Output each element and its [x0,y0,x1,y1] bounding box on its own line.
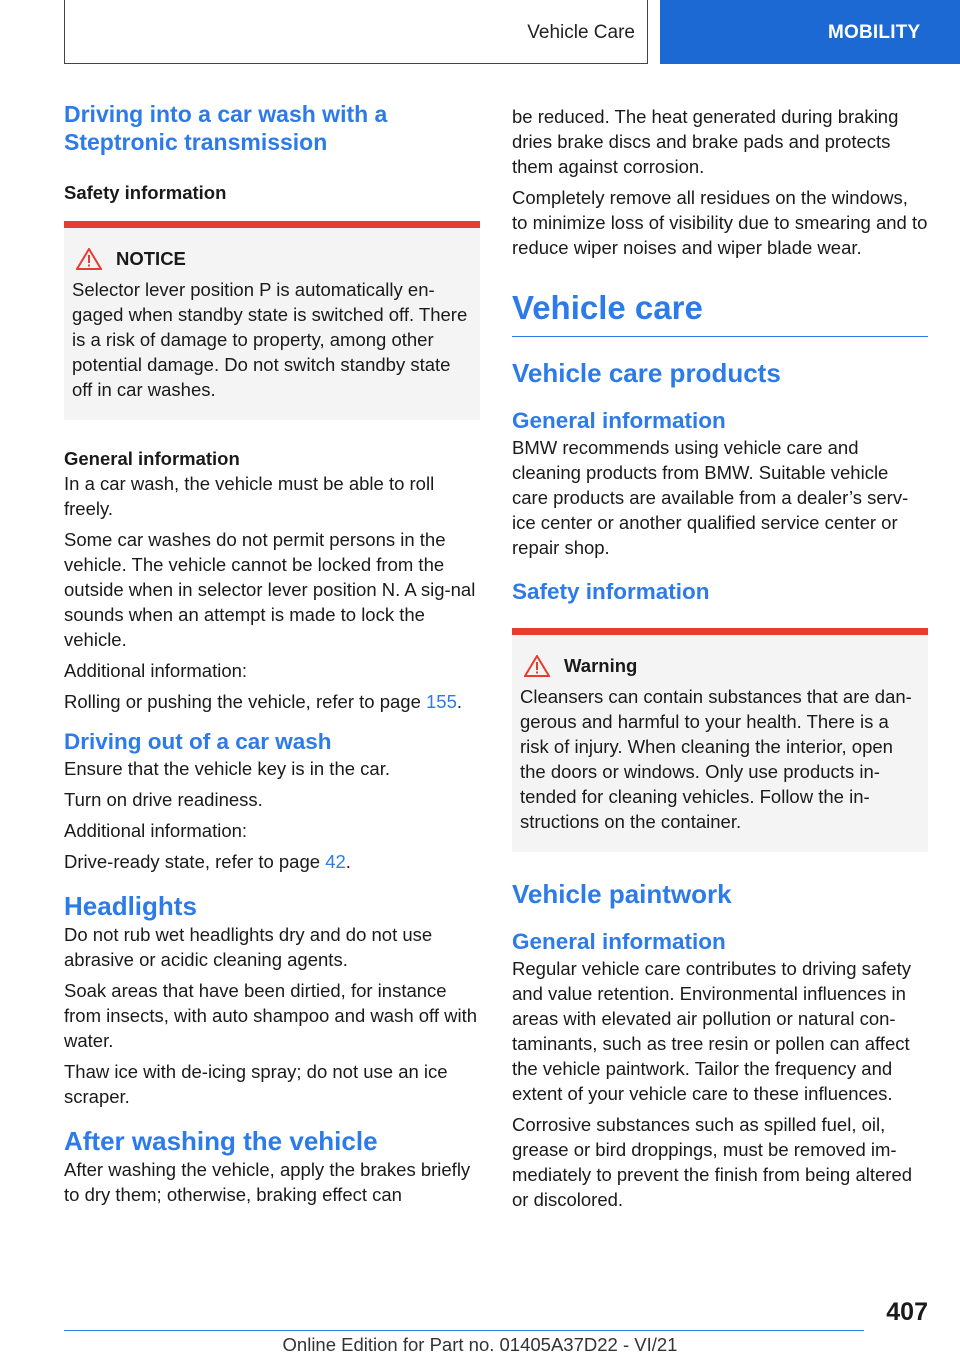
notice-box [64,221,480,420]
paragraph: In a car wash, the vehicle must be able to roll freely. [64,473,435,519]
heading-headlights: Headlights [64,891,197,921]
left-column [64,100,480,1213]
paragraph: Ensure that the vehicle key is in the car. [64,758,390,779]
paragraph: be reduced. The heat generated during braking dries brake discs and brake pads and protects them against corrosion. [512,106,899,177]
heading-vehicle-care: Vehicle care [512,288,928,337]
heading-car-wash-steptronic: Driving into a car wash with a Steptronic transmission [64,101,388,155]
paragraph: Turn on drive readiness. [64,789,263,810]
paragraph-text: Rolling or pushing the vehicle, refer to page [64,691,426,712]
heading-after-washing: After washing the vehicle [64,1126,378,1156]
paragraph: Additional information: [64,820,248,841]
paragraph: Do not rub wet headlights dry and do not use abrasive or acidic cleaning agents. [64,924,433,970]
notice-title-text: NOTICE [116,248,186,269]
warning-text: Cleansers can contain substances that are dan‐gerous and harmful to your health. There is a risk of injury. When cleaning the interior, open the doors or windows. Only use products in‐tended for cleaning vehicles. Follow the in‐structions on the container. [520,686,912,832]
heading-general-information: General information [64,448,240,469]
right-column [512,104,928,1218]
paragraph: Corrosive substances such as spilled fuel, oil, grease or bird droppings, must be removed im‐mediately to prevent the finish from being altered or discolored. [512,1114,913,1210]
heading-safety-information: Safety information [64,182,227,203]
header-section-title: Vehicle Care [527,22,635,43]
page-link-155[interactable]: 155 [426,691,457,712]
page-number: 407 [886,1298,928,1326]
paragraph-text: . [456,691,463,712]
paragraph: Additional information: [64,660,248,681]
notice-text: Selector lever position P is automatically en‐gaged when standby state is switched off. There is a risk of damage to property, among other potential damage. Do not switch standby state off in car washes. [72,279,468,400]
header-frame [64,0,648,64]
paragraph: Soak areas that have been dirtied, for instance from insects, with auto shampoo and wash off with water. [64,980,478,1051]
paragraph: Completely remove all residues on the windows, to minimize loss of visibility due to smearing and to reduce wiper noises and wiper blade wear. [512,187,928,258]
warning-triangle-icon [76,248,102,270]
header-chapter-label: MOBILITY [828,22,921,43]
heading-general-information: General information [512,929,726,954]
paragraph: Thaw ice with de-icing spray; do not use an ice scraper. [64,1061,448,1107]
warning-triangle-icon [524,655,550,677]
heading-general-information: General information [512,408,726,433]
page-link-42[interactable]: 42 [325,851,346,872]
paragraph-text: . [345,851,351,872]
header-chapter-tab[interactable] [660,0,960,64]
paragraph-text: Drive-ready state, refer to page [64,851,326,872]
warning-box [512,628,928,852]
warning-title-text: Warning [564,655,638,676]
paragraph-with-link [64,849,480,874]
footer-edition: Online Edition for Part no. 01405A37D22 - VI/21 [282,1334,678,1355]
paragraph: Some car washes do not permit persons in the vehicle. The vehicle cannot be locked from the outside when in selector lever position N. A sig‐nal sounds when an attempt is made to lock the vehicle. [64,529,476,650]
heading-vehicle-care-products: Vehicle care products [512,358,781,388]
paragraph-with-link [64,689,480,714]
warning-title [520,653,920,678]
paragraph: After washing the vehicle, apply the brakes briefly to dry them; otherwise, braking effect can [64,1159,471,1205]
heading-vehicle-paintwork: Vehicle paintwork [512,879,732,909]
paragraph: BMW recommends using vehicle care and cleaning products from BMW. Suitable vehicle care products are available from a dealer’s serv‐ice center or another qualified service center or repair shop. [512,437,909,558]
notice-title [72,246,472,271]
heading-safety-information: Safety information [512,579,710,604]
footer-divider [64,1330,864,1331]
paragraph: Regular vehicle care contributes to driving safety and value retention. Environmental influences in areas with elevated air pollution or natural con‐taminants, such as tree resin or pollen can affect the vehicle paintwork. Tailor the frequency and extent of your vehicle care to these influences. [512,958,911,1104]
heading-driving-out-car-wash: Driving out of a car wash [64,729,332,754]
